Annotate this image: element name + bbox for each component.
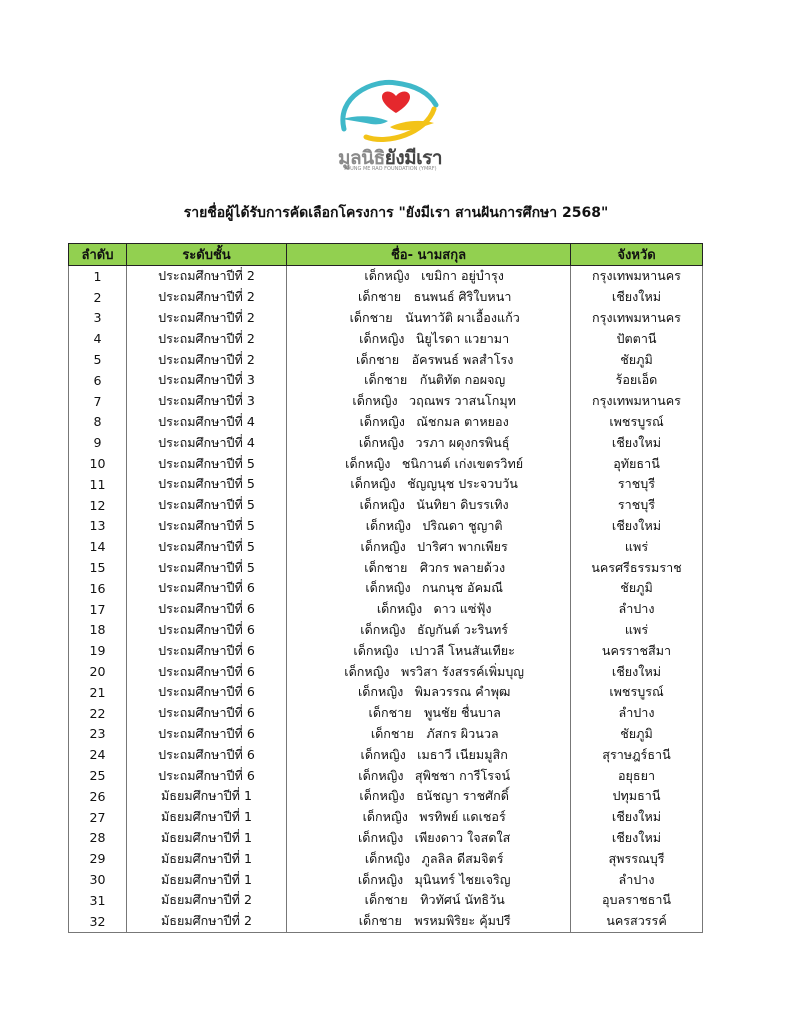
order-cell: 25: [69, 765, 127, 786]
grade-cell: ประถมศึกษาปีที่ 6: [127, 661, 287, 682]
province-cell: เชียงใหม่: [571, 287, 703, 308]
table-row: [69, 453, 703, 474]
document-title: รายชื่อผู้ได้รับการคัดเลือกโครงการ "ยังมีเรา สานฝันการศึกษา 2568": [183, 205, 609, 221]
order-cell: 32: [69, 911, 127, 932]
province-cell: เชียงใหม่: [571, 516, 703, 537]
title-prefix: เด็กหญิง: [357, 829, 404, 845]
province-cell: ราชบุรี: [571, 495, 703, 516]
table-row: [69, 682, 703, 703]
province-cell: กรุงเทพมหานคร: [571, 391, 703, 412]
title-prefix: เด็กหญิง: [360, 538, 406, 554]
province-cell: ชัยภูมิ: [571, 578, 703, 599]
title-prefix: เด็กหญิง: [357, 871, 404, 887]
order-cell: 26: [69, 786, 127, 807]
grade-cell: ประถมศึกษาปีที่ 3: [127, 391, 287, 412]
grade-cell: ประถมศึกษาปีที่ 2: [127, 349, 287, 370]
grade-cell: ประถมศึกษาปีที่ 5: [127, 536, 287, 557]
grade-cell: ประถมศึกษาปีที่ 4: [127, 432, 287, 453]
student-name: ธนัชญา ราชศักดิ์: [416, 788, 509, 804]
student-name: ภูลลิล ดีสมจิตร์: [421, 850, 504, 866]
student-name: ดาว แซ่ฟุ้ง: [433, 601, 492, 617]
name-cell: [287, 391, 571, 412]
province-cell: สุพรรณบุรี: [571, 848, 703, 869]
table-header-row: [69, 244, 703, 266]
order-cell: 22: [69, 703, 127, 724]
grade-cell: ประถมศึกษาปีที่ 2: [127, 266, 287, 287]
grade-cell: ประถมศึกษาปีที่ 6: [127, 682, 287, 703]
name-cell: [287, 744, 571, 765]
name-cell: [287, 869, 571, 890]
order-cell: 3: [69, 308, 127, 329]
name-cell: [287, 890, 571, 911]
name-cell: [287, 349, 571, 370]
grade-cell: ประถมศึกษาปีที่ 3: [127, 370, 287, 391]
name-cell: [287, 370, 571, 391]
table-row: [69, 703, 703, 724]
table-row: [69, 495, 703, 516]
title-prefix: เด็กหญิง: [353, 642, 399, 658]
grade-cell: ประถมศึกษาปีที่ 2: [127, 287, 287, 308]
title-prefix: เด็กหญิง: [364, 268, 410, 284]
foundation-logo: [330, 75, 450, 175]
table-row: [69, 661, 703, 682]
table-row: [69, 890, 703, 911]
logo-subtitle: YOUNG ME RAO FOUNDATION (YMRF): [343, 166, 437, 172]
table-row: [69, 640, 703, 661]
table-row: [69, 724, 703, 745]
province-cell: เพชรบูรณ์: [571, 412, 703, 433]
title-prefix: เด็กหญิง: [362, 809, 408, 825]
title-prefix: เด็กหญิง: [376, 601, 423, 617]
grade-cell: ประถมศึกษาปีที่ 5: [127, 453, 287, 474]
order-cell: 21: [69, 682, 127, 703]
province-cell: ลำปาง: [571, 703, 703, 724]
name-cell: [287, 620, 571, 641]
province-cell: ปัตตานี: [571, 328, 703, 349]
grade-cell: มัธยมศึกษาปีที่ 2: [127, 911, 287, 932]
province-cell: เชียงใหม่: [571, 432, 703, 453]
grade-cell: ประถมศึกษาปีที่ 6: [127, 640, 287, 661]
student-name: ทิวทัศน์ นัทธิวัน: [420, 892, 505, 908]
name-cell: [287, 557, 571, 578]
student-name: เขมิกา อยู่บำรุง: [421, 268, 504, 284]
student-name: ชัญญนุช ประจวบวัน: [407, 476, 518, 492]
student-name: ธัญกันต์ วะรินทร์: [416, 621, 509, 637]
table-row: [69, 287, 703, 308]
order-cell: 9: [69, 432, 127, 453]
order-cell: 30: [69, 869, 127, 890]
grade-cell: ประถมศึกษาปีที่ 4: [127, 412, 287, 433]
grade-cell: มัธยมศึกษาปีที่ 1: [127, 807, 287, 828]
order-cell: 16: [69, 578, 127, 599]
grade-cell: ประถมศึกษาปีที่ 5: [127, 516, 287, 537]
province-cell: ชัยภูมิ: [571, 349, 703, 370]
province-cell: นครศรีธรรมราช: [571, 557, 703, 578]
table-row: [69, 412, 703, 433]
grade-cell: ประถมศึกษาปีที่ 6: [127, 765, 287, 786]
title-prefix: เด็กชาย: [358, 289, 402, 305]
title-prefix: เด็กหญิง: [358, 767, 404, 783]
student-name: ณัชกมล ตาหยอง: [416, 413, 509, 429]
table-row: [69, 349, 703, 370]
order-cell: 11: [69, 474, 127, 495]
order-cell: 17: [69, 599, 127, 620]
name-cell: [287, 599, 571, 620]
student-name: นันทาวัติ ผาเอื้องแก้ว: [405, 309, 520, 325]
province-cell: ชัยภูมิ: [571, 724, 703, 745]
student-name: ปาริศา พากเพียร: [417, 538, 508, 554]
table-row: [69, 516, 703, 537]
student-name: ธนพนธ์ ศิริใบหนา: [413, 289, 512, 305]
order-cell: 23: [69, 724, 127, 745]
order-cell: 28: [69, 828, 127, 849]
order-cell: 8: [69, 412, 127, 433]
province-cell: อุทัยธานี: [571, 453, 703, 474]
order-cell: 29: [69, 848, 127, 869]
title-prefix: เด็กหญิง: [359, 788, 405, 804]
name-cell: [287, 848, 571, 869]
student-name: สุพิชชา การีโรจน์: [414, 767, 511, 783]
student-name: ปริณดา ชูญาติ: [422, 517, 503, 533]
province-cell: แพร่: [571, 620, 703, 641]
name-cell: [287, 828, 571, 849]
grade-cell: มัธยมศึกษาปีที่ 1: [127, 869, 287, 890]
student-name: พรหมพิริยะ คุ้มปรี: [414, 913, 511, 929]
title-prefix: เด็กชาย: [349, 309, 393, 325]
name-cell: [287, 765, 571, 786]
grade-cell: ประถมศึกษาปีที่ 5: [127, 474, 287, 495]
province-cell: อุบลราชธานี: [571, 890, 703, 911]
grade-cell: ประถมศึกษาปีที่ 6: [127, 578, 287, 599]
province-cell: กรุงเทพมหานคร: [571, 266, 703, 287]
title-prefix: เด็กชาย: [370, 725, 414, 741]
title-prefix: เด็กหญิง: [359, 413, 405, 429]
title-prefix: เด็กหญิง: [360, 621, 406, 637]
table-row: [69, 869, 703, 890]
student-name: กันติทัต กอผจญ: [419, 372, 506, 388]
table-row: [69, 807, 703, 828]
student-name: เพียงดาว ใจสดใส: [414, 829, 511, 845]
order-cell: 18: [69, 620, 127, 641]
logo-name-accent: ยังมีเรา: [384, 147, 443, 169]
table-row: [69, 536, 703, 557]
student-name: เปาวลี โหนสันเทียะ: [410, 642, 515, 658]
name-cell: [287, 287, 571, 308]
grade-cell: ประถมศึกษาปีที่ 2: [127, 328, 287, 349]
logo-name-plain: มูลนิธิ: [337, 147, 385, 169]
student-name: พรทิพย์ แดเชอร์: [419, 809, 506, 825]
province-cell: เพชรบูรณ์: [571, 682, 703, 703]
order-cell: 7: [69, 391, 127, 412]
name-cell: [287, 724, 571, 745]
name-cell: [287, 453, 571, 474]
title-prefix: เด็กหญิง: [357, 684, 404, 700]
grade-cell: มัธยมศึกษาปีที่ 2: [127, 890, 287, 911]
province-cell: ปทุมธานี: [571, 786, 703, 807]
title-prefix: เด็กชาย: [358, 913, 402, 929]
header-province: จังหวัด: [571, 244, 703, 266]
title-prefix: เด็กชาย: [364, 559, 408, 575]
heart-hands-icon: [330, 75, 450, 145]
name-cell: [287, 578, 571, 599]
table-row: [69, 266, 703, 287]
header-grade: ระดับชั้น: [127, 244, 287, 266]
grade-cell: ประถมศึกษาปีที่ 5: [127, 557, 287, 578]
name-cell: [287, 703, 571, 724]
title-prefix: เด็กหญิง: [358, 434, 405, 450]
title-prefix: เด็กชาย: [364, 372, 408, 388]
student-name: กนกนุช อัคมณี: [422, 580, 503, 596]
student-name: พิมลวรรณ คำพุฒ: [414, 684, 511, 700]
province-cell: กรุงเทพมหานคร: [571, 308, 703, 329]
table-row: [69, 828, 703, 849]
order-cell: 27: [69, 807, 127, 828]
table-row: [69, 620, 703, 641]
province-cell: ราชบุรี: [571, 474, 703, 495]
student-name: วรภา ผดุงกรพินธุ์: [415, 434, 510, 450]
order-cell: 10: [69, 453, 127, 474]
province-cell: นครราชสีมา: [571, 640, 703, 661]
table-row: [69, 578, 703, 599]
name-cell: [287, 661, 571, 682]
grade-cell: ประถมศึกษาปีที่ 6: [127, 724, 287, 745]
table-row: [69, 765, 703, 786]
student-name: นิยูไรดา แวยามา: [415, 330, 510, 346]
name-cell: [287, 516, 571, 537]
grade-cell: ประถมศึกษาปีที่ 6: [127, 744, 287, 765]
province-cell: อยุธยา: [571, 765, 703, 786]
title-prefix: เด็กหญิง: [352, 393, 398, 409]
table-row: [69, 848, 703, 869]
title-prefix: เด็กหญิง: [359, 497, 405, 513]
table-row: [69, 370, 703, 391]
grade-cell: มัธยมศึกษาปีที่ 1: [127, 828, 287, 849]
title-prefix: เด็กหญิง: [345, 455, 391, 471]
selected-students-table: [68, 243, 703, 933]
table-row: [69, 328, 703, 349]
student-name: วฤณพร วาสนโกมุท: [409, 393, 516, 409]
name-cell: [287, 328, 571, 349]
order-cell: 19: [69, 640, 127, 661]
student-name: ชนิกานต์ เก่งเขตรวิทย์: [401, 455, 524, 471]
order-cell: 2: [69, 287, 127, 308]
grade-cell: ประถมศึกษาปีที่ 6: [127, 703, 287, 724]
table-row: [69, 391, 703, 412]
table-row: [69, 557, 703, 578]
name-cell: [287, 412, 571, 433]
name-cell: [287, 308, 571, 329]
student-name: พูนชัย ชื่นบาล: [424, 705, 501, 721]
grade-cell: ประถมศึกษาปีที่ 5: [127, 495, 287, 516]
student-name: ภัสกร ผิวนวล: [426, 725, 499, 741]
grade-cell: ประถมศึกษาปีที่ 2: [127, 308, 287, 329]
title-prefix: เด็กหญิง: [365, 517, 412, 533]
name-cell: [287, 536, 571, 557]
order-cell: 24: [69, 744, 127, 765]
title-prefix: เด็กชาย: [368, 705, 412, 721]
province-cell: เชียงใหม่: [571, 828, 703, 849]
name-cell: [287, 807, 571, 828]
province-cell: เชียงใหม่: [571, 661, 703, 682]
grade-cell: มัธยมศึกษาปีที่ 1: [127, 786, 287, 807]
order-cell: 12: [69, 495, 127, 516]
student-name: ศิวกร พลายด้วง: [419, 559, 506, 575]
grade-cell: มัธยมศึกษาปีที่ 1: [127, 848, 287, 869]
province-cell: นครสวรรค์: [571, 911, 703, 932]
title-prefix: เด็กชาย: [364, 892, 408, 908]
student-name: มุนินทร์ ไชยเจริญ: [414, 871, 511, 887]
title-prefix: เด็กชาย: [356, 351, 400, 367]
name-cell: [287, 786, 571, 807]
name-cell: [287, 911, 571, 932]
order-cell: 14: [69, 536, 127, 557]
table-row: [69, 599, 703, 620]
order-cell: 6: [69, 370, 127, 391]
student-name: พรวิสา รังสรรค์เพิ่มบุญ: [400, 663, 525, 679]
table-row: [69, 308, 703, 329]
table-row: [69, 786, 703, 807]
header-order: ลำดับ: [69, 244, 127, 266]
title-prefix: เด็กหญิง: [344, 663, 390, 679]
order-cell: 5: [69, 349, 127, 370]
title-prefix: เด็กหญิง: [365, 580, 411, 596]
order-cell: 15: [69, 557, 127, 578]
province-cell: ลำปาง: [571, 869, 703, 890]
student-name: อัครพนธ์ พลสำโรง: [411, 351, 514, 367]
province-cell: ลำปาง: [571, 599, 703, 620]
table-row: [69, 744, 703, 765]
name-cell: [287, 495, 571, 516]
grade-cell: ประถมศึกษาปีที่ 6: [127, 620, 287, 641]
order-cell: 20: [69, 661, 127, 682]
province-cell: ร้อยเอ็ด: [571, 370, 703, 391]
table-row: [69, 474, 703, 495]
province-cell: เชียงใหม่: [571, 807, 703, 828]
name-cell: [287, 266, 571, 287]
name-cell: [287, 432, 571, 453]
table-row: [69, 432, 703, 453]
name-cell: [287, 682, 571, 703]
title-prefix: เด็กหญิง: [350, 476, 396, 492]
table-row: [69, 911, 703, 932]
name-cell: [287, 474, 571, 495]
order-cell: 4: [69, 328, 127, 349]
title-prefix: เด็กหญิง: [364, 850, 411, 866]
order-cell: 1: [69, 266, 127, 287]
student-name: นันทิยา ดิบรรเทิง: [416, 497, 509, 513]
table-body: [69, 266, 703, 933]
province-cell: แพร่: [571, 536, 703, 557]
name-cell: [287, 640, 571, 661]
order-cell: 13: [69, 516, 127, 537]
header-name: ชื่อ- นามสกุล: [287, 244, 571, 266]
title-prefix: เด็กหญิง: [360, 746, 406, 762]
province-cell: สุราษฎร์ธานี: [571, 744, 703, 765]
student-name: เมธาวี เนียมมูสิก: [417, 746, 508, 762]
title-prefix: เด็กหญิง: [359, 330, 405, 346]
grade-cell: ประถมศึกษาปีที่ 6: [127, 599, 287, 620]
order-cell: 31: [69, 890, 127, 911]
